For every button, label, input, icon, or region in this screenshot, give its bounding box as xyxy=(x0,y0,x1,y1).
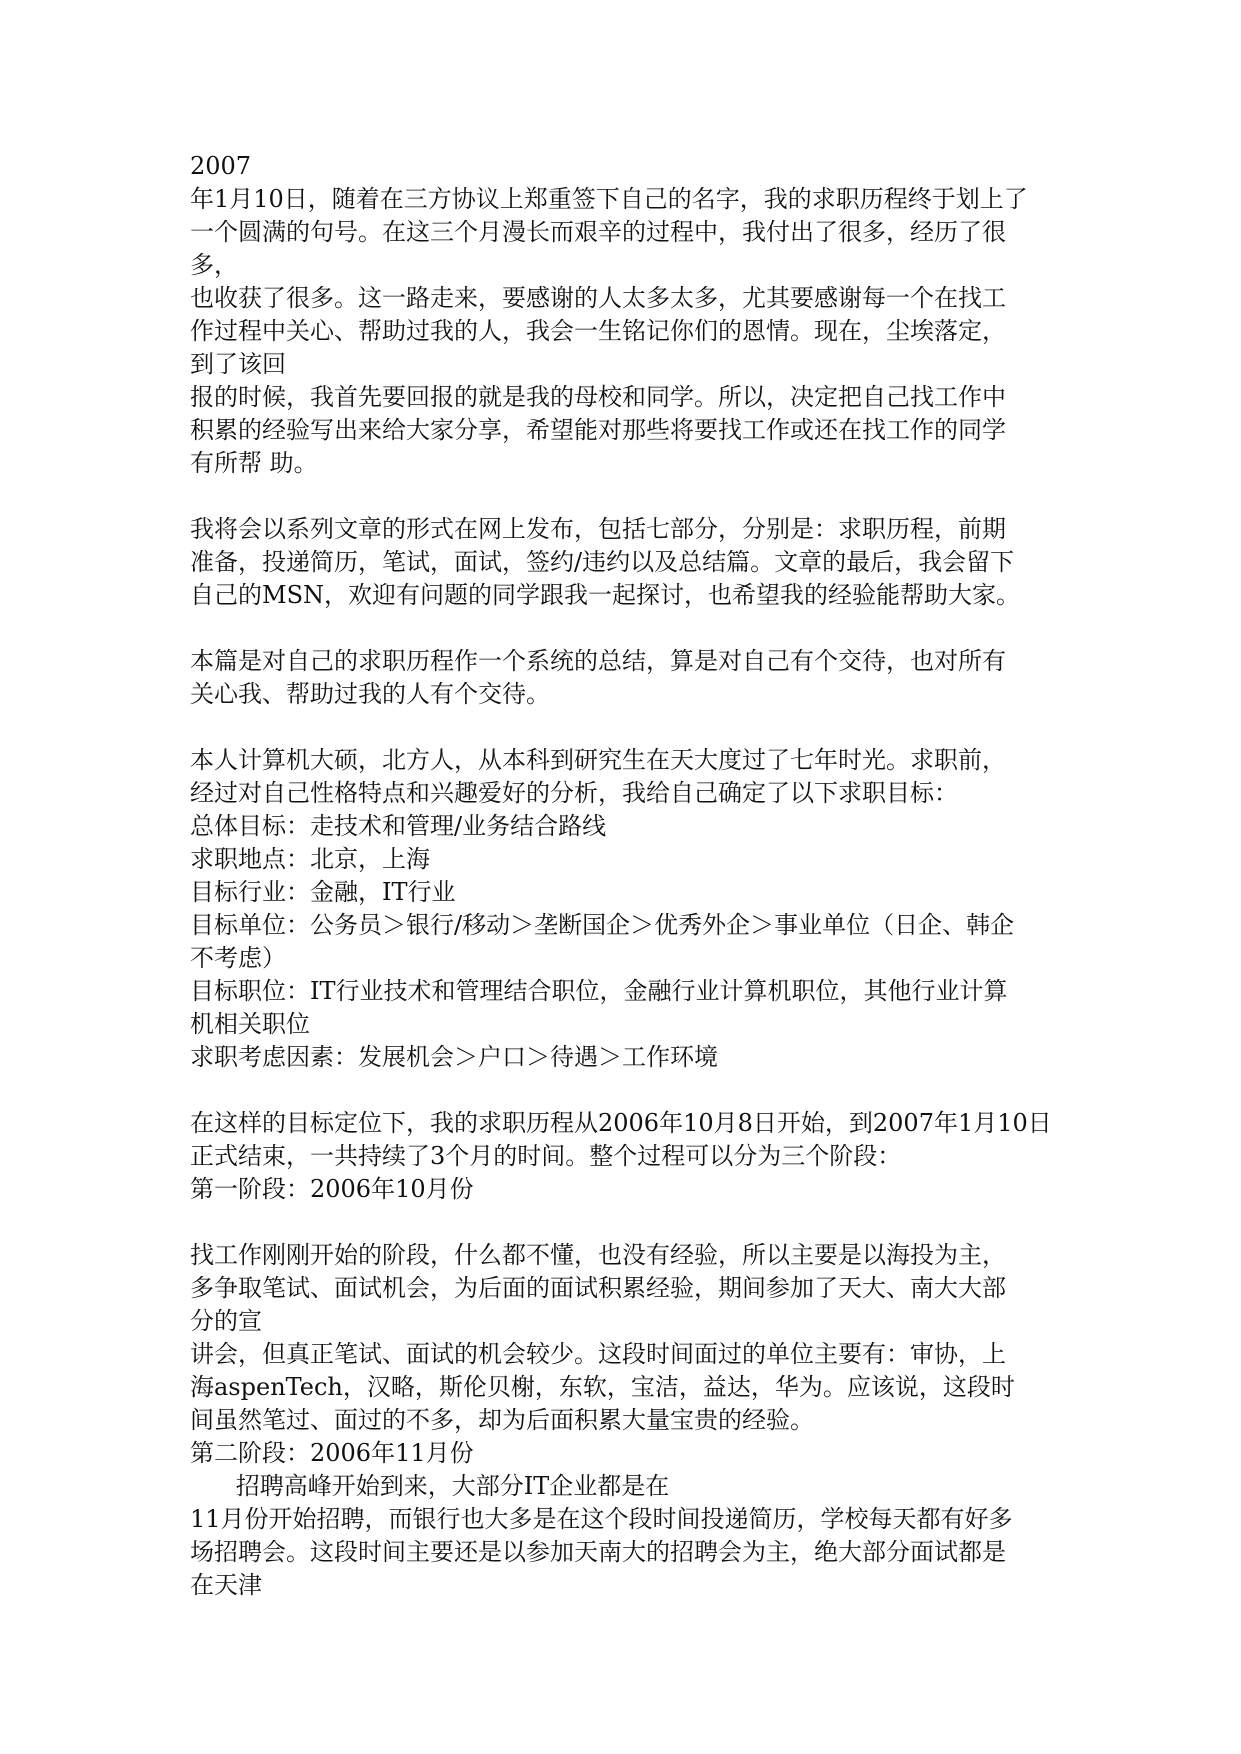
text-line: 报的时候，我首先要回报的就是我的母校和同学。所以，决定把自己找工作中 xyxy=(190,383,1006,411)
text-line: 不考虑） xyxy=(190,944,286,972)
text-line: 经过对自己性格特点和兴趣爱好的分析，我给自己确定了以下求职目标： xyxy=(190,779,958,807)
text-line: 本人计算机大硕，北方人，从本科到研究生在天大度过了七年时光。求职前， xyxy=(190,746,1006,774)
text-line: 海aspenTech，汉略，斯伦贝榭，东软，宝洁，益达，华为。应该说，这段时 xyxy=(190,1373,1015,1401)
text-line: 在天津 xyxy=(190,1571,262,1599)
text-line: 目标单位：公务员＞银行/移动＞垄断国企＞优秀外企＞事业单位（日企、韩企 xyxy=(190,911,1015,939)
text-line: 第二阶段：2006年11月份 xyxy=(190,1439,474,1467)
text-line: 多， xyxy=(190,251,238,279)
text-line: 作过程中关心、帮助过我的人，我会一生铭记你们的恩情。现在，尘埃落定， xyxy=(190,317,1006,345)
text-line: 总体目标：走技术和管理/业务结合路线 xyxy=(190,812,607,840)
text-line: 我将会以系列文章的形式在网上发布，包括七部分，分别是：求职历程，前期 xyxy=(190,515,1006,543)
paragraph-gap xyxy=(190,711,1070,744)
text-line: 本篇是对自己的求职历程作一个系统的总结，算是对自己有个交待，也对所有 xyxy=(190,647,1006,675)
text-line: 找工作刚刚开始的阶段，什么都不懂，也没有经验，所以主要是以海投为主， xyxy=(190,1241,1006,1269)
text-line: 分的宣 xyxy=(190,1307,262,1335)
text-line: 到了该回 xyxy=(190,350,286,378)
text-line: 也收获了很多。这一路走来，要感谢的人太多太多，尤其要感谢每一个在找工 xyxy=(190,284,1006,312)
text-line: 在这样的目标定位下，我的求职历程从2006年10月8日开始，到2007年1月10日 xyxy=(190,1109,1052,1137)
text-line: 积累的经验写出来给大家分享，希望能对那些将要找工作或还在找工作的同学 xyxy=(190,416,1006,444)
text-line: 关心我、帮助过我的人有个交待。 xyxy=(190,680,550,708)
text-line: 正式结束，一共持续了3个月的时间。整个过程可以分为三个阶段： xyxy=(190,1142,902,1170)
text-line: 场招聘会。这段时间主要还是以参加天南大的招聘会为主，绝大部分面试都是 xyxy=(190,1538,1006,1566)
text-line: 一个圆满的句号。在这三个月漫长而艰辛的过程中，我付出了很多，经历了很 xyxy=(190,218,1006,246)
text-line: 年1月10日，随着在三方协议上郑重签下自己的名字，我的求职历程终于划上了 xyxy=(190,185,1028,213)
paragraph-gap xyxy=(190,480,1070,513)
text-line: 间虽然笔过、面过的不多，却为后面积累大量宝贵的经验。 xyxy=(190,1406,814,1434)
document-body xyxy=(190,150,1070,1602)
text-line: 目标职位：IT行业技术和管理结合职位，金融行业计算机职位，其他行业计算 xyxy=(190,977,1008,1005)
paragraph-gap xyxy=(190,1074,1070,1107)
text-line: 2007 xyxy=(190,152,252,180)
text-line: 第一阶段：2006年10月份 xyxy=(190,1175,474,1203)
text-line: 求职考虑因素：发展机会＞户口＞待遇＞工作环境 xyxy=(190,1043,718,1071)
text-line: 多争取笔试、面试机会，为后面的面试积累经验，期间参加了天大、南大大部 xyxy=(190,1274,1006,1302)
text-line: 有所帮 助。 xyxy=(190,449,318,477)
text-line: 机相关职位 xyxy=(190,1010,310,1038)
text-line: 招聘高峰开始到来，大部分IT企业都是在 xyxy=(190,1472,670,1500)
paragraph-gap xyxy=(190,1206,1070,1239)
text-line: 自己的MSN，欢迎有问题的同学跟我一起探讨，也希望我的经验能帮助大家。 xyxy=(190,581,1021,609)
text-line: 准备，投递简历，笔试，面试，签约/违约以及总结篇。文章的最后，我会留下 xyxy=(190,548,1015,576)
text-line: 讲会，但真正笔试、面试的机会较少。这段时间面过的单位主要有：审协，上 xyxy=(190,1340,1006,1368)
text-line: 11月份开始招聘，而银行也大多是在这个段时间投递简历，学校每天都有好多 xyxy=(190,1505,1013,1533)
text-line: 目标行业：金融，IT行业 xyxy=(190,878,456,906)
paragraph-gap xyxy=(190,612,1070,645)
text-line: 求职地点：北京，上海 xyxy=(190,845,430,873)
